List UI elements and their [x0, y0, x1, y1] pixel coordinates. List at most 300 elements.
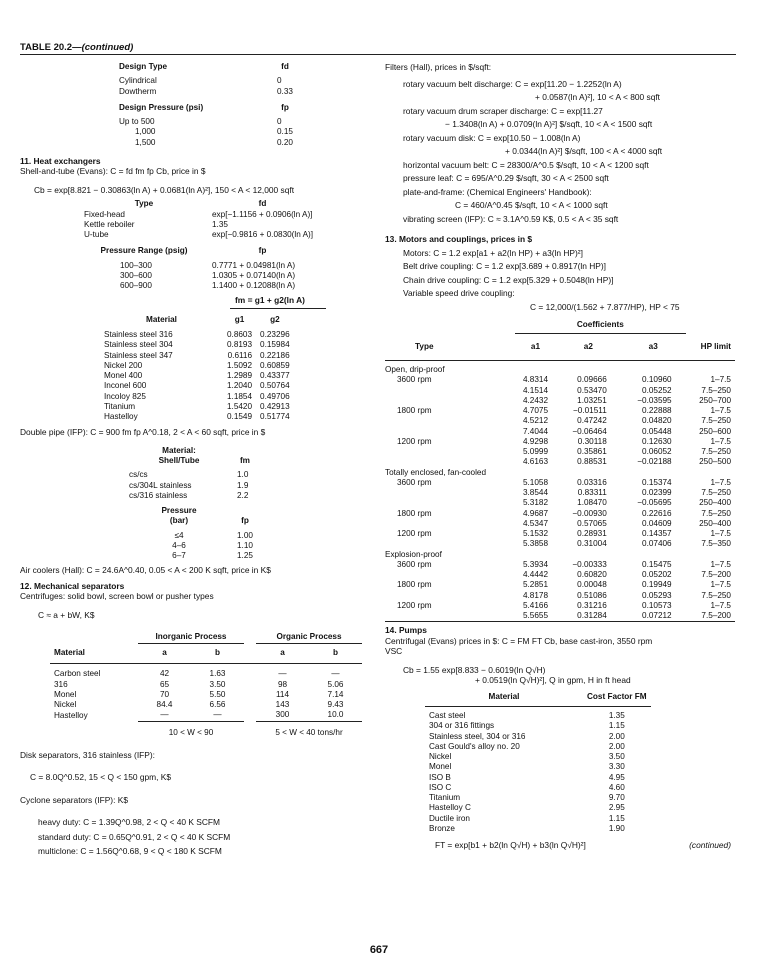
- cell: Stainless steel, 304 or 316: [429, 731, 526, 741]
- air-coolers-text: Air coolers (Hall): C = 24.6A^0.40, 0.05 < A < 200 K sqft, price in K$: [20, 565, 271, 576]
- cell: 7.5–250: [701, 508, 731, 518]
- table-row: [100, 392, 294, 402]
- centrifugal-text: Centrifugal (Evans) prices in $: C = FM FT Cb, base cast-iron, 3550 rpm: [385, 635, 653, 646]
- cell: [385, 386, 515, 396]
- cell: Hastelloy C: [429, 803, 471, 813]
- cell: 0.10960: [642, 375, 672, 385]
- cyclone-standard: standard duty: C = 0.65Q^0.91, 2 < Q < 40 K SCFM: [38, 831, 231, 842]
- cell: 0.22186: [260, 350, 290, 360]
- cell: 7.5–200: [701, 611, 731, 620]
- cell: 3.50: [608, 752, 625, 761]
- cell: 100–300: [120, 260, 152, 270]
- cell: 5.3182: [522, 498, 548, 508]
- filter-line: plate-and-frame: (Chemical Engineers' Handbook):: [403, 186, 592, 197]
- table-row: [385, 427, 735, 437]
- right-column: [385, 62, 735, 851]
- cell: 0.7771 + 0.04981(ln A): [212, 260, 296, 270]
- table-row: [385, 519, 735, 529]
- cell: Ductile iron: [429, 813, 470, 823]
- cell: 1.9: [237, 480, 249, 490]
- cell: 0.07406: [642, 539, 672, 549]
- table-row: [425, 783, 651, 793]
- cell: 1.00: [237, 530, 253, 540]
- material-heading: Material: [425, 692, 583, 707]
- cell: cs/cs: [129, 470, 148, 480]
- cell: 0.23296: [260, 330, 290, 339]
- cell: Dowtherm: [119, 86, 157, 96]
- cell: 0: [277, 117, 282, 126]
- cell: 600–900: [120, 281, 152, 290]
- cell: 0.04609: [642, 518, 672, 528]
- a-heading: a: [280, 648, 285, 658]
- cell: Cylindrical: [119, 76, 157, 86]
- motor-line: C = 12,000/(1.562 + 7.877/HP), HP < 75: [530, 301, 680, 312]
- cb-pump-formula-cont: + 0.0519(ln Q√H)²], Q in gpm, H in ft head: [475, 675, 631, 686]
- cell: 42: [138, 664, 191, 680]
- hp-limit-heading: HP limit: [686, 334, 735, 361]
- type-heading: Type: [134, 199, 154, 209]
- table-row: [115, 127, 297, 137]
- cell: [385, 457, 515, 467]
- cell: 250–400: [699, 518, 731, 528]
- cell: [385, 416, 515, 426]
- table-row: [385, 550, 735, 560]
- cb-pump-formula: Cb = 1.55 exp[8.833 − 0.6019(ln Q√H): [403, 664, 546, 675]
- cell: 5.1058: [522, 477, 548, 487]
- cell: 1.63: [191, 664, 244, 680]
- cyclone-multiclone: multiclone: C = 1.56Q^0.68, 9 < Q < 180 K SCFM: [38, 846, 222, 857]
- filter-line: pressure leaf: C = 695/A^0.29 $/sqft, 30 < A < 2500 sqft: [403, 173, 609, 183]
- cell: 3600 rpm: [397, 375, 432, 385]
- cell: Carbon steel: [50, 664, 138, 680]
- cell: 7.5–250: [701, 590, 731, 600]
- table-row: [125, 491, 257, 501]
- table-row: [50, 680, 362, 690]
- cell: 5.3934: [522, 559, 548, 569]
- double-pipe-text: Double pipe (IFP): C = 900 fm fp A^0.18, 2 < A < 60 sqft, price in $: [20, 427, 266, 438]
- cell: Fixed-head: [84, 209, 125, 219]
- filter-line: horizontal vacuum belt: C = 28300/A^0.5 $/sqft, 10 < A < 1200 sqft: [403, 159, 649, 170]
- cell: Inconel 600: [104, 381, 147, 391]
- cell: Totally enclosed, fan-cooled: [385, 467, 487, 477]
- table-row: [385, 570, 735, 580]
- cell: 1.5420: [227, 401, 253, 411]
- material-heading: Material: [146, 314, 177, 324]
- table-row: [385, 361, 735, 376]
- cell: 0.28931: [577, 529, 607, 538]
- bar-heading: (bar): [169, 516, 189, 526]
- filter-line: vibrating screen (IFP): C ≈ 3.1A^0.59 K$, 0.5 < A < 35 sqft: [403, 213, 619, 224]
- cell: 0.20: [277, 137, 293, 147]
- table-row: [50, 710, 362, 721]
- cell: ISO B: [429, 772, 451, 782]
- cell: 4.4442: [522, 570, 548, 579]
- left-column: [20, 62, 366, 857]
- cell: exp[−0.9816 + 0.0830(ln A)]: [212, 230, 314, 239]
- cell: Stainless steel 347: [104, 350, 173, 360]
- cyclone-heavy: heavy duty: C = 1.39Q^0.98, 2 < Q < 40 K SCFM: [38, 817, 220, 828]
- a1-heading: a1: [515, 334, 556, 361]
- cell: Monel: [429, 762, 452, 772]
- continued-note: (continued): [689, 840, 731, 850]
- cell: 5.06: [327, 679, 344, 689]
- cell: Stainless steel 304: [104, 340, 173, 350]
- cell: 6–7: [172, 551, 186, 560]
- cell: Titanium: [429, 793, 461, 802]
- cell: 0.00048: [577, 580, 607, 590]
- table-row: [425, 824, 651, 834]
- shell-tube-table: [125, 446, 257, 562]
- fd-heading: fd: [258, 199, 267, 209]
- organic-heading: Organic Process: [256, 632, 362, 643]
- cell: 300–600: [120, 270, 152, 280]
- cell: 250–400: [699, 498, 731, 508]
- table-row: [385, 488, 735, 498]
- cell: 114: [275, 689, 290, 699]
- table-row: [425, 793, 651, 803]
- cell: 5.2851: [522, 580, 548, 590]
- cell: Monel: [54, 689, 77, 699]
- cell: —: [213, 710, 222, 720]
- pressure-range-heading: Pressure Range (psig): [100, 246, 188, 256]
- table-row: [115, 138, 297, 148]
- table-row: [80, 281, 317, 291]
- ft-formula-line: [385, 840, 735, 851]
- cell: 2.00: [608, 731, 625, 741]
- cell: 5.4166: [522, 600, 548, 610]
- cell: [385, 396, 515, 406]
- design-pressure-heading: Design Pressure (psi): [119, 102, 204, 112]
- cell: 1800 rpm: [397, 580, 432, 590]
- vsc-text: VSC: [385, 646, 403, 657]
- cell: Bronze: [429, 823, 455, 833]
- cell: [385, 488, 515, 498]
- type-heading: Type: [385, 334, 515, 361]
- centrifuges-text: Centrifuges: solid bowl, screen bowl or pusher types: [20, 591, 214, 602]
- filter-line: rotary vacuum disk: C = exp[10.50 − 1.008(ln A): [403, 132, 581, 143]
- cell: 2.00: [608, 741, 625, 751]
- cell: 0.31216: [577, 600, 607, 610]
- cell: 4.9298: [522, 436, 548, 446]
- cell: [385, 427, 515, 437]
- cell: 0.51774: [260, 412, 290, 421]
- heat-exchangers-title: 11. Heat exchangers: [20, 155, 101, 166]
- cell: 65: [159, 679, 170, 689]
- table-row: [50, 700, 362, 710]
- cell: 304 or 316 fittings: [429, 721, 495, 731]
- motor-line: Motors: C = 1.2 exp[a1 + a2(ln HP) + a3(ln HP)²]: [403, 247, 583, 258]
- cell: 5.50: [209, 689, 226, 699]
- cell: −0.03595: [637, 395, 672, 405]
- filter-line: rotary vacuum drum scraper discharge: C = exp[11.27: [403, 105, 603, 116]
- table-row: [115, 87, 297, 97]
- table-row: [425, 814, 651, 824]
- table-row: [125, 551, 257, 561]
- cell: 250–700: [699, 395, 731, 405]
- shell-tube-heading: Shell/Tube: [158, 456, 200, 465]
- cell: 1800 rpm: [397, 508, 432, 518]
- cell: 0.19949: [642, 580, 672, 590]
- cell: 0.8603: [227, 330, 253, 339]
- filter-line: C = 460/A^0.45 $/sqft, 10 < A < 1000 sqft: [455, 200, 608, 210]
- table-row: [100, 402, 294, 412]
- cell: −0.01511: [573, 406, 607, 415]
- cell: 0.05293: [642, 590, 672, 600]
- cell: 1.35: [212, 219, 228, 229]
- cell: 5.3858: [522, 539, 548, 549]
- cell: 1.0305 + 0.07140(ln A): [212, 270, 296, 280]
- cell: 0: [277, 76, 282, 86]
- cell: 7.5–250: [701, 416, 731, 426]
- table-row: [80, 271, 317, 281]
- cell: 4.9687: [522, 508, 548, 518]
- cost-factor-heading: Cost Factor FM: [583, 692, 651, 707]
- motor-line: Variable speed drive coupling:: [403, 288, 515, 298]
- header-rule: [20, 54, 736, 55]
- table-row: [385, 447, 735, 457]
- cell: 0.02399: [642, 488, 672, 497]
- table-row: [425, 707, 651, 722]
- cell: 0.83311: [577, 488, 607, 497]
- table-row: [385, 375, 735, 385]
- cell: 1,500: [135, 137, 156, 147]
- table-row: [385, 591, 735, 601]
- fd-heading: fd: [281, 62, 289, 71]
- cell: [385, 519, 515, 529]
- cell: 250–600: [699, 426, 731, 436]
- cell: 3.8544: [522, 488, 548, 497]
- table-row: [80, 257, 317, 271]
- cell: exp[−1.1156 + 0.0906(ln A)]: [212, 209, 313, 219]
- cell: Incoloy 825: [104, 391, 146, 401]
- cell: 1200 rpm: [397, 436, 432, 446]
- cell: 0.49706: [260, 391, 290, 401]
- cell: 0.12630: [642, 436, 672, 446]
- cell: 1–7.5: [710, 600, 731, 610]
- cell: 1.15: [608, 813, 625, 823]
- cell: 1.25: [237, 551, 253, 560]
- table-row: [125, 527, 257, 541]
- table-row: [385, 560, 735, 570]
- table-row: [385, 406, 735, 416]
- table-header: [20, 42, 133, 54]
- cell: 250–500: [699, 457, 731, 467]
- cell: 1800 rpm: [397, 406, 432, 415]
- material-table: [100, 315, 294, 423]
- cyclone-text: Cyclone separators (IFP): K$: [20, 794, 128, 805]
- cell: 1.08470: [577, 498, 607, 508]
- table-row: [385, 437, 735, 447]
- cell: 300: [275, 710, 290, 720]
- separator-table: [50, 632, 362, 738]
- cell: Monel 400: [104, 371, 143, 380]
- cell: 0.53470: [577, 385, 607, 395]
- design-type-table: [115, 62, 297, 148]
- type-table: [80, 199, 317, 291]
- cell: 1.03251: [577, 395, 607, 405]
- cell: 98: [277, 679, 288, 689]
- design-type-heading: Design Type: [119, 62, 168, 71]
- cell: 70: [159, 689, 170, 699]
- cell: 0.1549: [227, 412, 253, 421]
- table-row: [425, 762, 651, 772]
- cell: ≤4: [174, 530, 184, 540]
- cell: 0.10573: [642, 600, 672, 610]
- cell: 3600 rpm: [397, 559, 432, 569]
- table-row: [425, 752, 651, 762]
- coefficients-heading: Coefficients: [515, 320, 686, 334]
- cell: cs/304L stainless: [129, 480, 192, 490]
- table-row: [80, 210, 317, 220]
- organic-range: 5 < W < 40 tons/hr: [256, 721, 362, 738]
- cell: −0.05695: [637, 498, 672, 508]
- shell-tube-text: Shell-and-tube (Evans): C = fd fm fp Cb, price in $: [20, 166, 206, 177]
- table-row: [100, 351, 294, 361]
- ft-formula: FT = exp[b1 + b2(ln Q√H) + b3(ln Q√H)²]: [435, 840, 586, 850]
- cell: Kettle reboiler: [84, 219, 135, 229]
- material-heading: Material: [54, 648, 85, 657]
- cell: [385, 570, 515, 580]
- g1-heading: g1: [234, 314, 245, 324]
- table-row: [385, 580, 735, 590]
- cell: 7.4044: [522, 426, 548, 436]
- filters-text: Filters (Hall), prices in $/sqft:: [385, 62, 492, 72]
- cell: 5.0999: [522, 447, 548, 456]
- g2-heading: g2: [270, 314, 280, 324]
- cell: [385, 498, 515, 508]
- cell: 1200 rpm: [397, 600, 432, 610]
- table-row: [125, 466, 257, 480]
- table-row: [100, 325, 294, 340]
- cell: 1200 rpm: [397, 529, 432, 538]
- fp-heading: fp: [258, 246, 267, 256]
- cell: 0.22616: [642, 508, 672, 518]
- cell: 0.05448: [642, 426, 672, 436]
- cell: 1–7.5: [710, 559, 731, 569]
- cell: 7.5–350: [701, 539, 731, 549]
- fm-formula: fm = g1 + g2(ln A): [235, 295, 305, 306]
- b-heading: b: [214, 648, 220, 658]
- cell: [385, 539, 515, 549]
- cell: Hastelloy: [104, 412, 138, 421]
- cell: 3.30: [608, 762, 625, 772]
- cell: U-tube: [84, 230, 109, 239]
- cell: 0.88531: [577, 457, 607, 467]
- table-row: [115, 72, 297, 86]
- cell: 0.22888: [642, 406, 672, 415]
- cell: 0.60859: [260, 360, 290, 370]
- a3-heading: a3: [621, 334, 686, 361]
- cell: 4.1514: [522, 385, 548, 395]
- cell: 1–7.5: [710, 406, 731, 415]
- cell: 0.42913: [260, 401, 290, 411]
- cell: 0.15374: [642, 477, 672, 487]
- cb-formula: Cb = exp[8.821 − 0.30863(ln A) + 0.0681(ln A)²], 150 < A < 12,000 sqft: [34, 184, 295, 195]
- table-row: [425, 732, 651, 742]
- cell: —: [309, 664, 362, 680]
- table-row: [385, 529, 735, 539]
- cell: 9.70: [608, 793, 625, 802]
- cell: 9.43: [327, 700, 344, 709]
- table-row: [385, 457, 735, 467]
- a-heading: a: [162, 648, 167, 658]
- fp-heading: fp: [281, 102, 289, 112]
- motor-table: [385, 320, 735, 623]
- filter-line: rotary vacuum belt discharge: C = exp[11.20 − 1.2252(ln A): [403, 78, 622, 89]
- filter-line: + 0.0344(ln A)²] $/sqft, 100 < A < 4000 sqft: [505, 146, 663, 156]
- cell: 0.09666: [577, 375, 607, 385]
- disk-formula: C = 8.0Q^0.52, 15 < Q < 150 gpm, K$: [30, 772, 172, 783]
- cell: 0.51086: [577, 590, 607, 600]
- cell: 3.50: [209, 679, 226, 689]
- cell: 3600 rpm: [397, 477, 432, 487]
- table-row: [425, 721, 651, 731]
- cell: 7.14: [327, 689, 344, 699]
- motors-title: 13. Motors and couplings, prices in $: [385, 234, 533, 244]
- fm-heading: fm: [239, 456, 250, 465]
- table-row: [115, 113, 297, 127]
- cell: 1–7.5: [710, 580, 731, 590]
- cell: 7.5–200: [701, 570, 731, 579]
- inorganic-range: 10 < W < 90: [138, 721, 244, 738]
- page-number: 667: [369, 944, 389, 956]
- pressure-heading: Pressure: [161, 506, 197, 515]
- table-row: [100, 381, 294, 391]
- cell: 0.15475: [642, 559, 672, 569]
- cell: 7.5–250: [701, 385, 731, 395]
- cell: —: [256, 664, 309, 680]
- cell: ISO C: [429, 782, 452, 792]
- cell: 0.30118: [577, 436, 607, 446]
- mechanical-separators-title: 12. Mechanical separators: [20, 580, 125, 591]
- cell: 4.7075: [522, 406, 548, 415]
- motor-line: Chain drive coupling: C = 1.2 exp[5.329 + 0.5048(ln HP)]: [403, 274, 614, 285]
- cell: 1–7.5: [710, 436, 731, 446]
- cell: [385, 447, 515, 457]
- cell: 0.07212: [642, 611, 672, 620]
- cell: 0.60820: [577, 570, 607, 579]
- cell: 1.1400 + 0.12088(ln A): [212, 281, 296, 290]
- cell: 0.14357: [642, 529, 672, 538]
- cell: 1–7.5: [710, 477, 731, 487]
- cell: —: [160, 710, 169, 720]
- table-row: [385, 611, 735, 622]
- table-row: [425, 803, 651, 813]
- cell: 0.04820: [642, 416, 672, 426]
- cell: 4.6163: [522, 457, 548, 467]
- table-row: [100, 412, 294, 422]
- cell: Hastelloy: [54, 710, 88, 720]
- cell: 4–6: [172, 540, 186, 550]
- table-row: [100, 371, 294, 381]
- table-label: TABLE 20.2—: [20, 42, 82, 53]
- cell: 4.8178: [522, 590, 548, 600]
- cell: Nickel 200: [104, 360, 143, 370]
- cell: 316: [54, 679, 68, 689]
- b-heading: b: [332, 648, 338, 658]
- table-row: [385, 386, 735, 396]
- cell: 0.31004: [577, 539, 607, 549]
- table-row: [50, 690, 362, 700]
- cell: Up to 500: [119, 117, 155, 126]
- cell: 2.95: [608, 803, 625, 813]
- cell: 0.50764: [260, 381, 290, 391]
- filter-line: − 1.3408(ln A) + 0.0709(ln A)²] $/sqft, 10 < A < 1500 sqft: [445, 119, 653, 129]
- cell: 0.6116: [227, 350, 253, 360]
- cell: 5.1532: [522, 529, 548, 538]
- cell: Cast steel: [429, 711, 466, 720]
- table-row: [100, 340, 294, 350]
